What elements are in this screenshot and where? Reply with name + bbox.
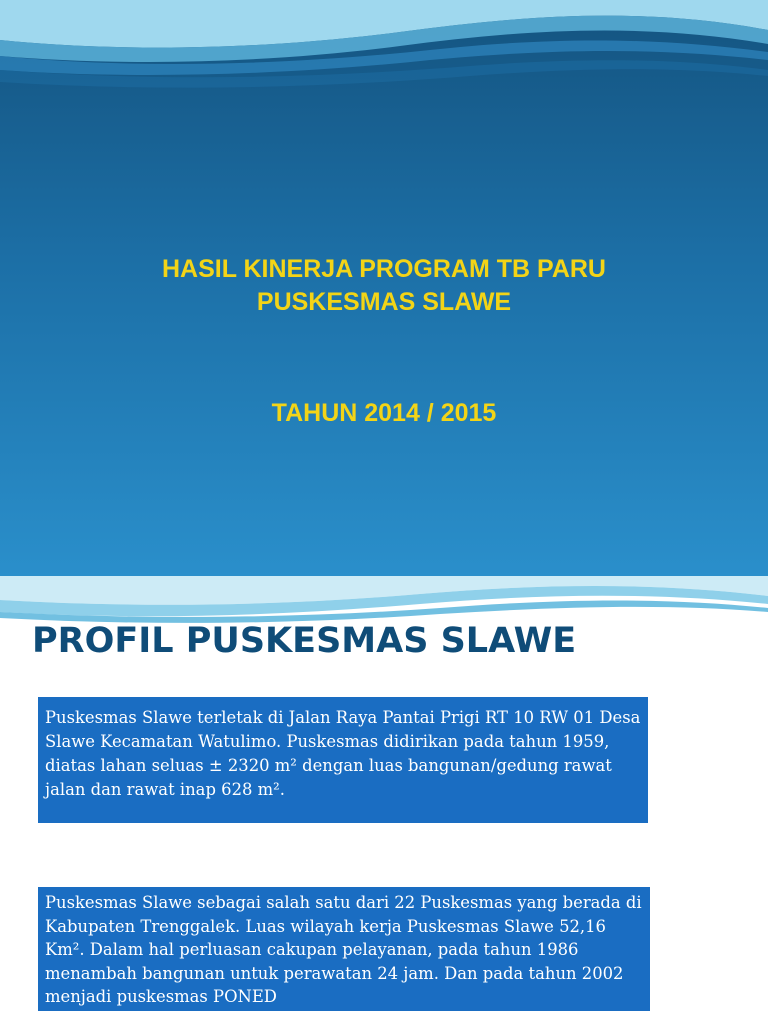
title-line-2: PUSKESMAS SLAWE [256, 288, 512, 316]
profile-paragraph-1: Puskesmas Slawe terletak di Jalan Raya Pantai Prigi RT 10 RW 01 Desa Slawe Kecamatan Watulimo. Puskesmas didirikan pada tahun 1959, diatas lahan seluas ± 2320 m² dengan luas bangunan/gedung rawat jalan dan rawat inap 628 m². [38, 697, 648, 823]
profile-slide [0, 576, 768, 1024]
profile-paragraph-2: Puskesmas Slawe sebagai salah satu dari 22 Puskesmas yang berada di Kabupaten Trenggalek. Luas wilayah kerja Puskesmas Slawe 52,16 Km². Dalam hal perluasan cakupan pelayanan, pada tahun 1986 menambah bangunan untuk perawatan 24 jam. Dan pada tahun 2002 menjadi puskesmas PONED [38, 887, 650, 1011]
title-line-1: HASIL KINERJA PROGRAM TB PARU [161, 255, 606, 283]
year-title: TAHUN 2014 / 2015 [271, 399, 497, 427]
top-wave-decoration [0, 0, 768, 110]
profile-title: PROFIL PUSKESMAS SLAWE [32, 621, 577, 661]
presentation-title [0, 253, 768, 319]
